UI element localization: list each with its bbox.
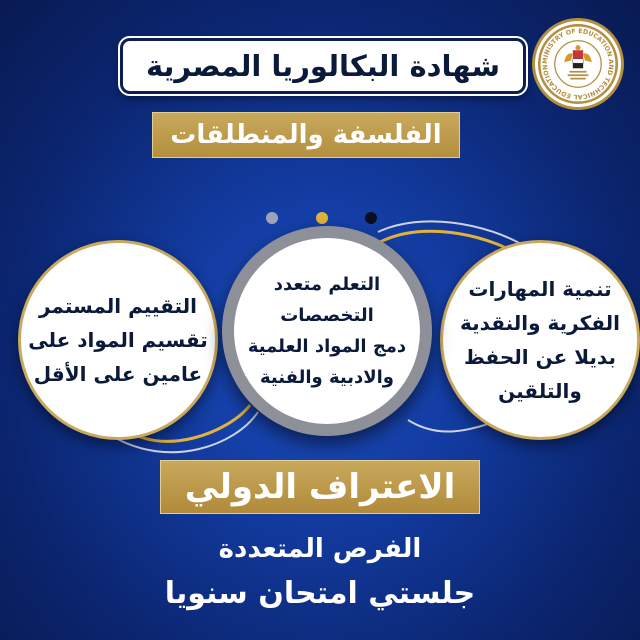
feature-line: عامين على الأقل	[33, 362, 203, 386]
feature-line: التقييم المستمر	[38, 294, 198, 318]
feature-line: دمج المواد العلمية	[247, 336, 407, 357]
feature-line: تنمية المهارات	[468, 277, 612, 301]
footer-line-exam-sessions: جلستي امتحان سنويا	[164, 576, 476, 611]
seal-icon	[535, 21, 621, 107]
subtitle-banner	[152, 112, 460, 158]
feature-line: بديلا عن الحفظ	[464, 345, 616, 369]
feature-text-left	[28, 289, 208, 391]
feature-line: والادبية والفنية	[260, 367, 394, 388]
feature-line: التخصصات	[280, 305, 374, 326]
feature-line: تقسيم المواد على	[28, 328, 208, 352]
seal-text: MINISTRY OF EDUCATION AND TECHNICAL EDUCATION	[541, 27, 615, 101]
feature-circle-continuous-assessment	[18, 240, 218, 440]
indicator-dot-gold	[316, 212, 328, 224]
ministry-seal-logo	[532, 18, 624, 110]
feature-circle-skills-development	[440, 240, 640, 440]
page-subtitle: الفلسفة والمنطلقات	[170, 120, 442, 150]
page-title: شهادة البكالوريا المصرية	[145, 49, 501, 83]
feature-circle-multidisciplinary	[234, 238, 420, 424]
recognition-label: الاعتراف الدولي	[184, 467, 456, 507]
indicator-dot-black	[365, 212, 377, 224]
indicator-dot-gray	[266, 212, 278, 224]
feature-line: والتلقين	[498, 379, 582, 403]
feature-text-center	[248, 269, 406, 393]
recognition-banner	[160, 460, 480, 514]
title-banner	[120, 38, 526, 94]
feature-text-right	[460, 272, 620, 408]
footer-line-opportunities: الفرص المتعددة	[218, 534, 422, 564]
feature-line: الفكرية والنقدية	[460, 311, 620, 335]
feature-line: التعلم متعدد	[273, 274, 381, 295]
